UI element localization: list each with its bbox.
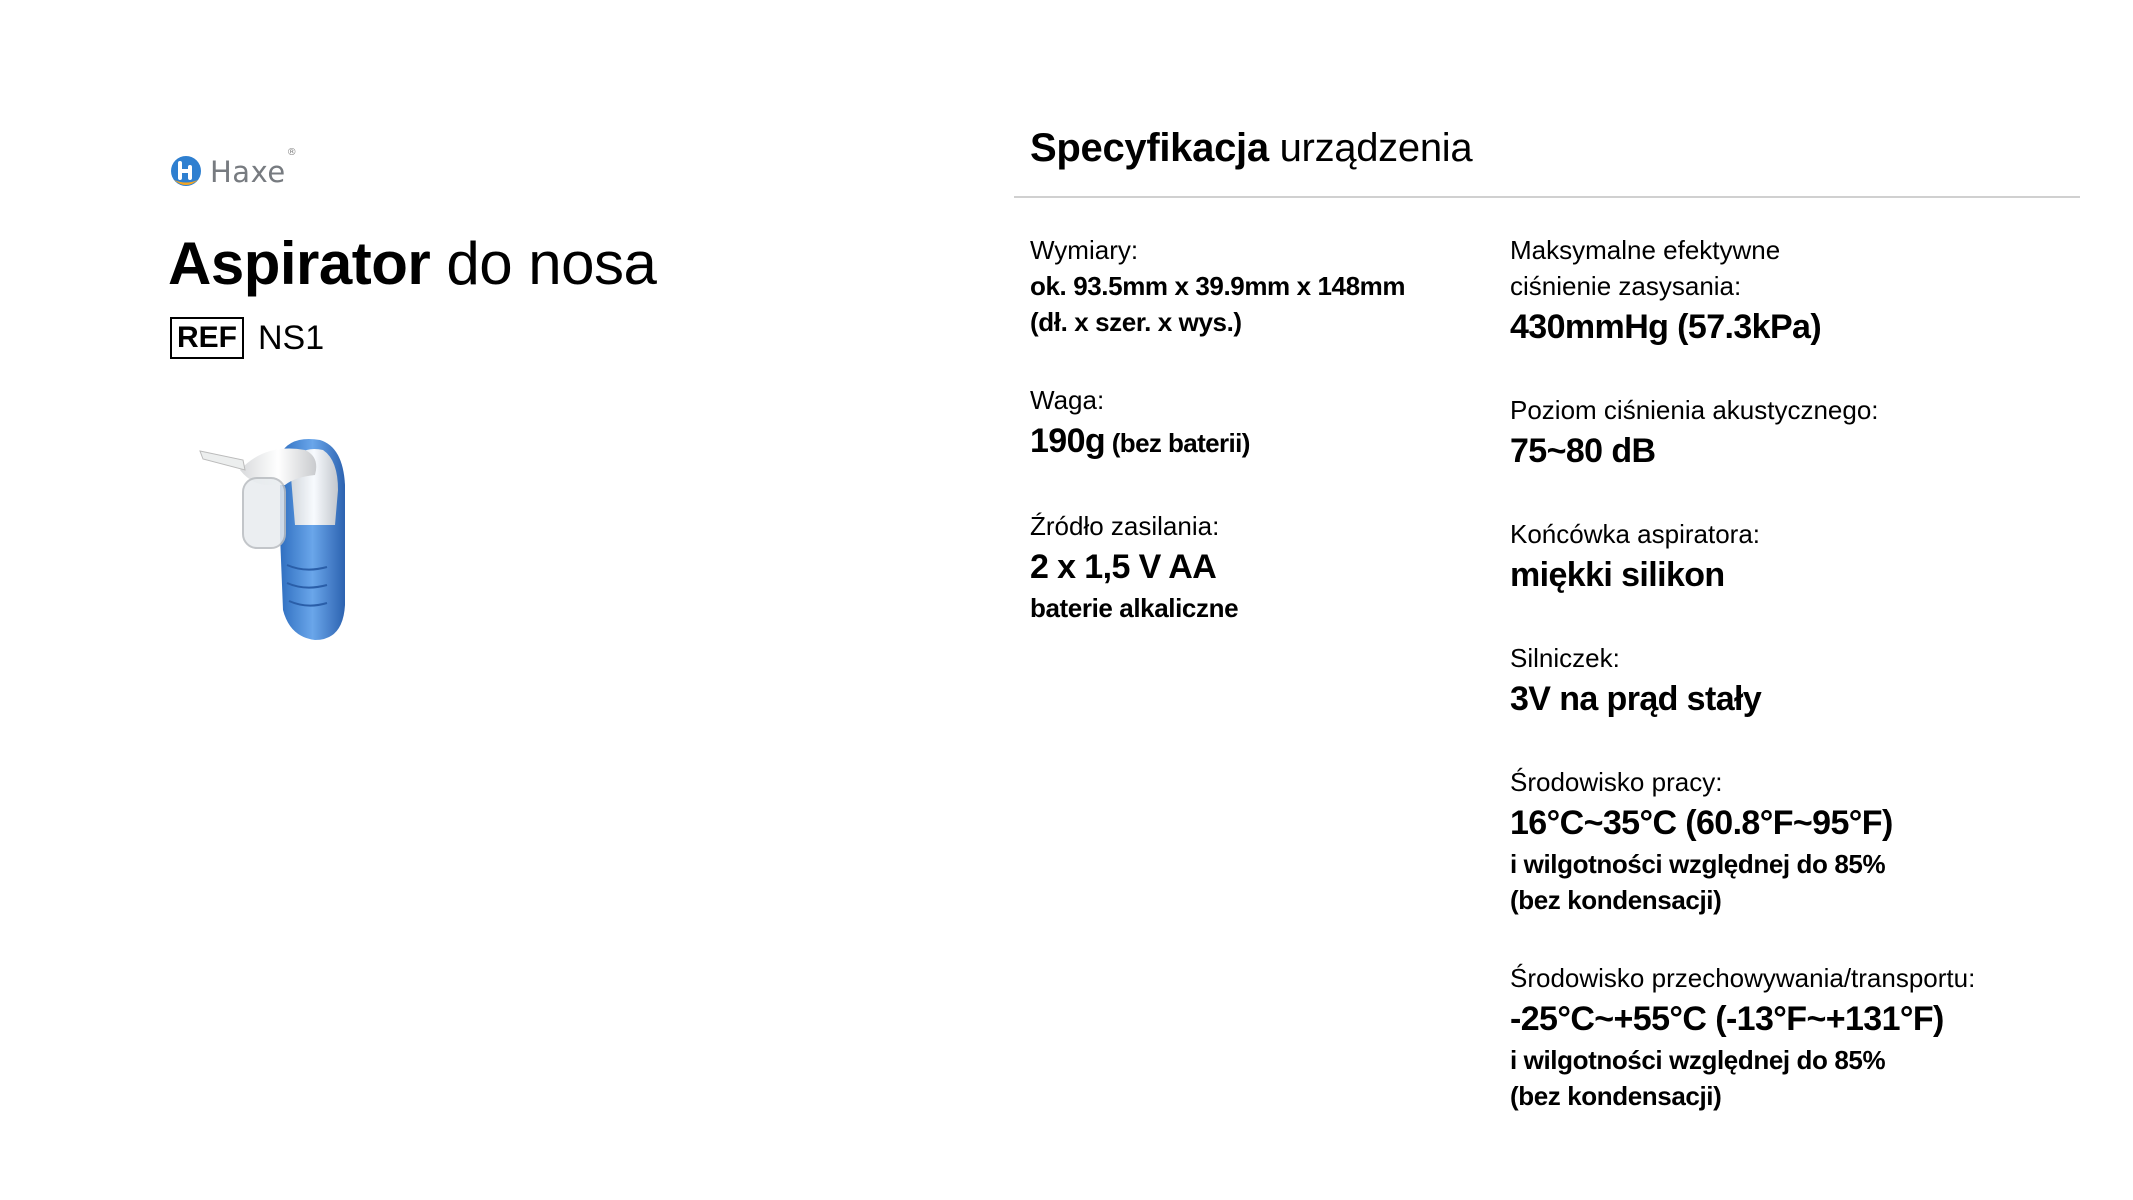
spec-label: Waga: [1030, 385, 1105, 415]
spec-label: Poziom ciśnienia akustycznego: [1510, 395, 1879, 425]
spec-value: ok. 93.5mm x 39.9mm x 148mm [1030, 271, 1406, 301]
ref-line [170, 317, 324, 359]
spec-value: 2 x 1,5 V AA [1030, 548, 1217, 586]
spec-noise [1510, 392, 2070, 474]
spec-dimensions [1030, 232, 1470, 340]
spec-value: 430mmHg (57.3kPa) [1510, 308, 1822, 346]
spec-label: Źródło zasilania: [1030, 511, 1220, 541]
spec-value: -25°C~+55°C (-13°F~+131°F) [1510, 1000, 1944, 1038]
spec-label: Środowisko pracy: [1510, 767, 1723, 797]
spec-value: 190g (bez baterii) [1030, 422, 1250, 460]
spec-tip [1510, 516, 2070, 598]
spec-label: Końcówka aspiratora: [1510, 519, 1761, 549]
spec-subtext: i wilgotności względnej do 85% [1510, 849, 1886, 879]
spec-operating-env [1510, 764, 2070, 918]
spec-value: miękki silikon [1510, 556, 1725, 594]
ref-label: REF [170, 317, 244, 359]
spec-subtext: (bez kondensacji) [1510, 885, 1722, 915]
spec-power [1030, 508, 1470, 626]
spec-value: 75~80 dB [1510, 432, 1656, 470]
product-title: Aspirator do nosa [168, 230, 657, 297]
spec-subtext: baterie alkaliczne [1030, 593, 1239, 623]
logo-text: Haxe® [210, 147, 298, 189]
spec-column-left [1030, 232, 1470, 668]
spec-label: Wymiary: [1030, 235, 1139, 265]
ref-value: NS1 [258, 318, 325, 357]
brand-logo [168, 147, 298, 192]
spec-value: 3V na prąd stały [1510, 680, 1762, 718]
spec-label: Silniczek: [1510, 643, 1620, 673]
spec-subtext: (bez kondensacji) [1510, 1081, 1722, 1111]
spec-value: 16°C~35°C (60.8°F~95°F) [1510, 804, 1893, 842]
haxe-logo-icon [168, 154, 204, 190]
nasal-aspirator-image [195, 415, 360, 645]
spec-motor [1510, 640, 2070, 722]
spec-weight [1030, 382, 1470, 466]
spec-title: Specyfikacja urządzenia [1030, 126, 1473, 170]
spec-label: Środowisko przechowywania/transportu: [1510, 963, 1976, 993]
spec-column-right [1510, 232, 2070, 1156]
spec-storage-env [1510, 960, 2070, 1114]
spec-label: Maksymalne efektywne [1510, 235, 1781, 265]
divider [1014, 196, 2080, 198]
spec-subtext: i wilgotności względnej do 85% [1510, 1045, 1886, 1075]
spec-label: ciśnienie zasysania: [1510, 271, 1742, 301]
spec-suction [1510, 232, 2070, 350]
spec-subtext: (dł. x szer. x wys.) [1030, 307, 1242, 337]
